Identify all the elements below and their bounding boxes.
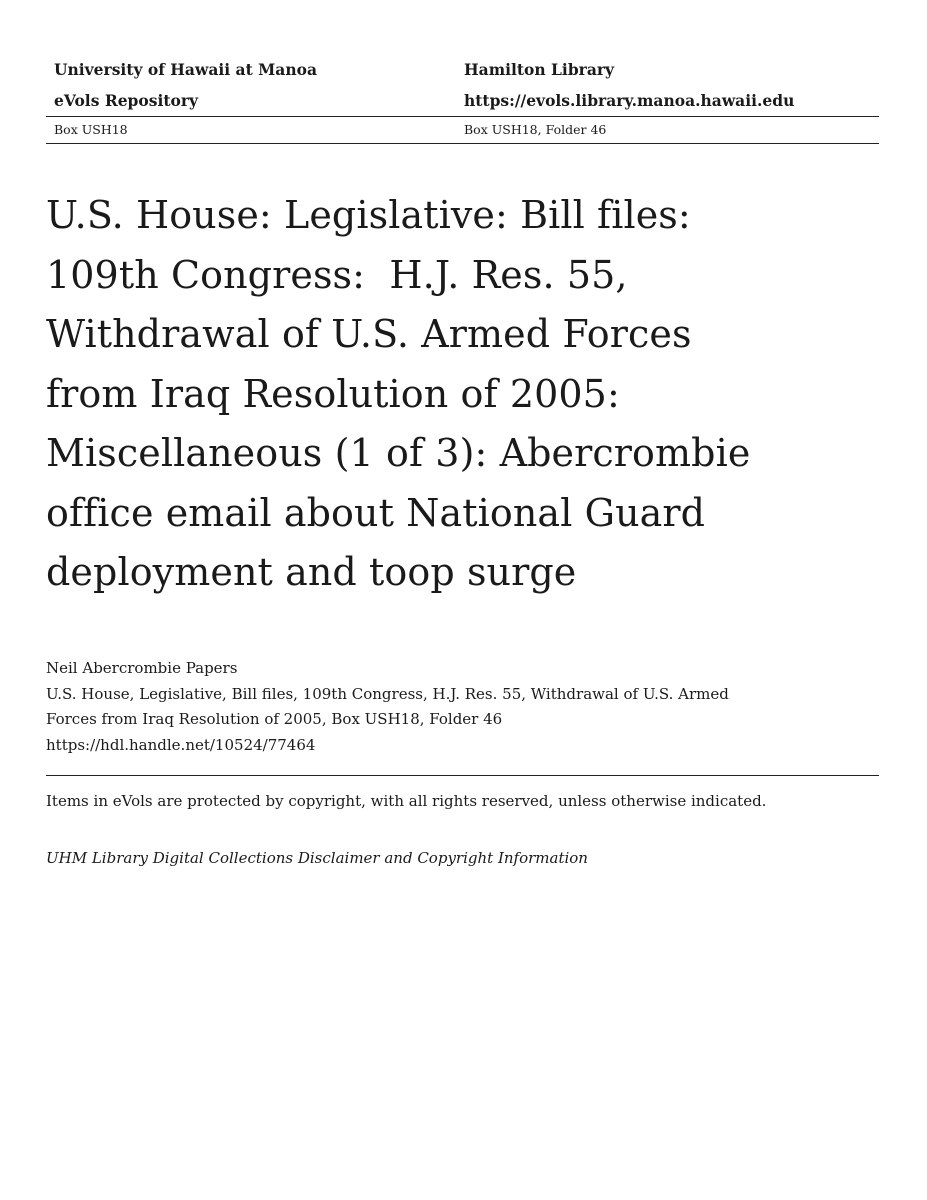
- description-line: U.S. House, Legislative, Bill files, 109th Congress, H.J. Res. 55, Withdrawal of U.S. Armed: [46, 684, 729, 703]
- document-header: [46, 54, 879, 144]
- box-label: Box USH18: [54, 122, 128, 137]
- title-line: from Iraq Resolution of 2005:: [46, 371, 620, 416]
- institution-name: University of Hawaii at Manoa: [54, 60, 317, 79]
- title-line: Withdrawal of U.S. Armed Forces: [46, 312, 692, 356]
- library-name: Hamilton Library: [464, 60, 615, 79]
- description-line: Forces from Iraq Resolution of 2005, Box USH18, Folder 46: [46, 710, 503, 729]
- disclaimer-link[interactable]: UHM Library Digital Collections Disclaimer and Copyright Information: [46, 849, 588, 867]
- header-row-repository: [46, 85, 879, 116]
- repository-url[interactable]: https://evols.library.manoa.hawaii.edu: [464, 91, 795, 110]
- repository-name: eVols Repository: [54, 91, 199, 110]
- title-line: 109th Congress: H.J. Res. 55,: [46, 252, 628, 297]
- header-divider-bottom: [46, 143, 879, 144]
- title-line: deployment and toop surge: [46, 550, 577, 594]
- box-folder-label: Box USH18, Folder 46: [464, 122, 607, 137]
- title-line: U.S. House: Legislative: Bill files:: [46, 193, 691, 237]
- title-line: Miscellaneous (1 of 3): Abercrombie: [46, 431, 751, 475]
- document-metadata: [46, 656, 806, 759]
- header-row-institution: [46, 54, 879, 85]
- handle-link[interactable]: https://hdl.handle.net/10524/77464: [46, 736, 316, 755]
- collection-name: Neil Abercrombie Papers: [46, 659, 238, 677]
- document-title: [46, 186, 806, 603]
- copyright-notice: Items in eVols are protected by copyright, with all rights reserved, unless otherwise indicated.: [46, 792, 767, 810]
- header-row-box: [46, 117, 879, 143]
- footer-divider: [46, 775, 879, 776]
- title-line: office email about National Guard: [46, 490, 706, 535]
